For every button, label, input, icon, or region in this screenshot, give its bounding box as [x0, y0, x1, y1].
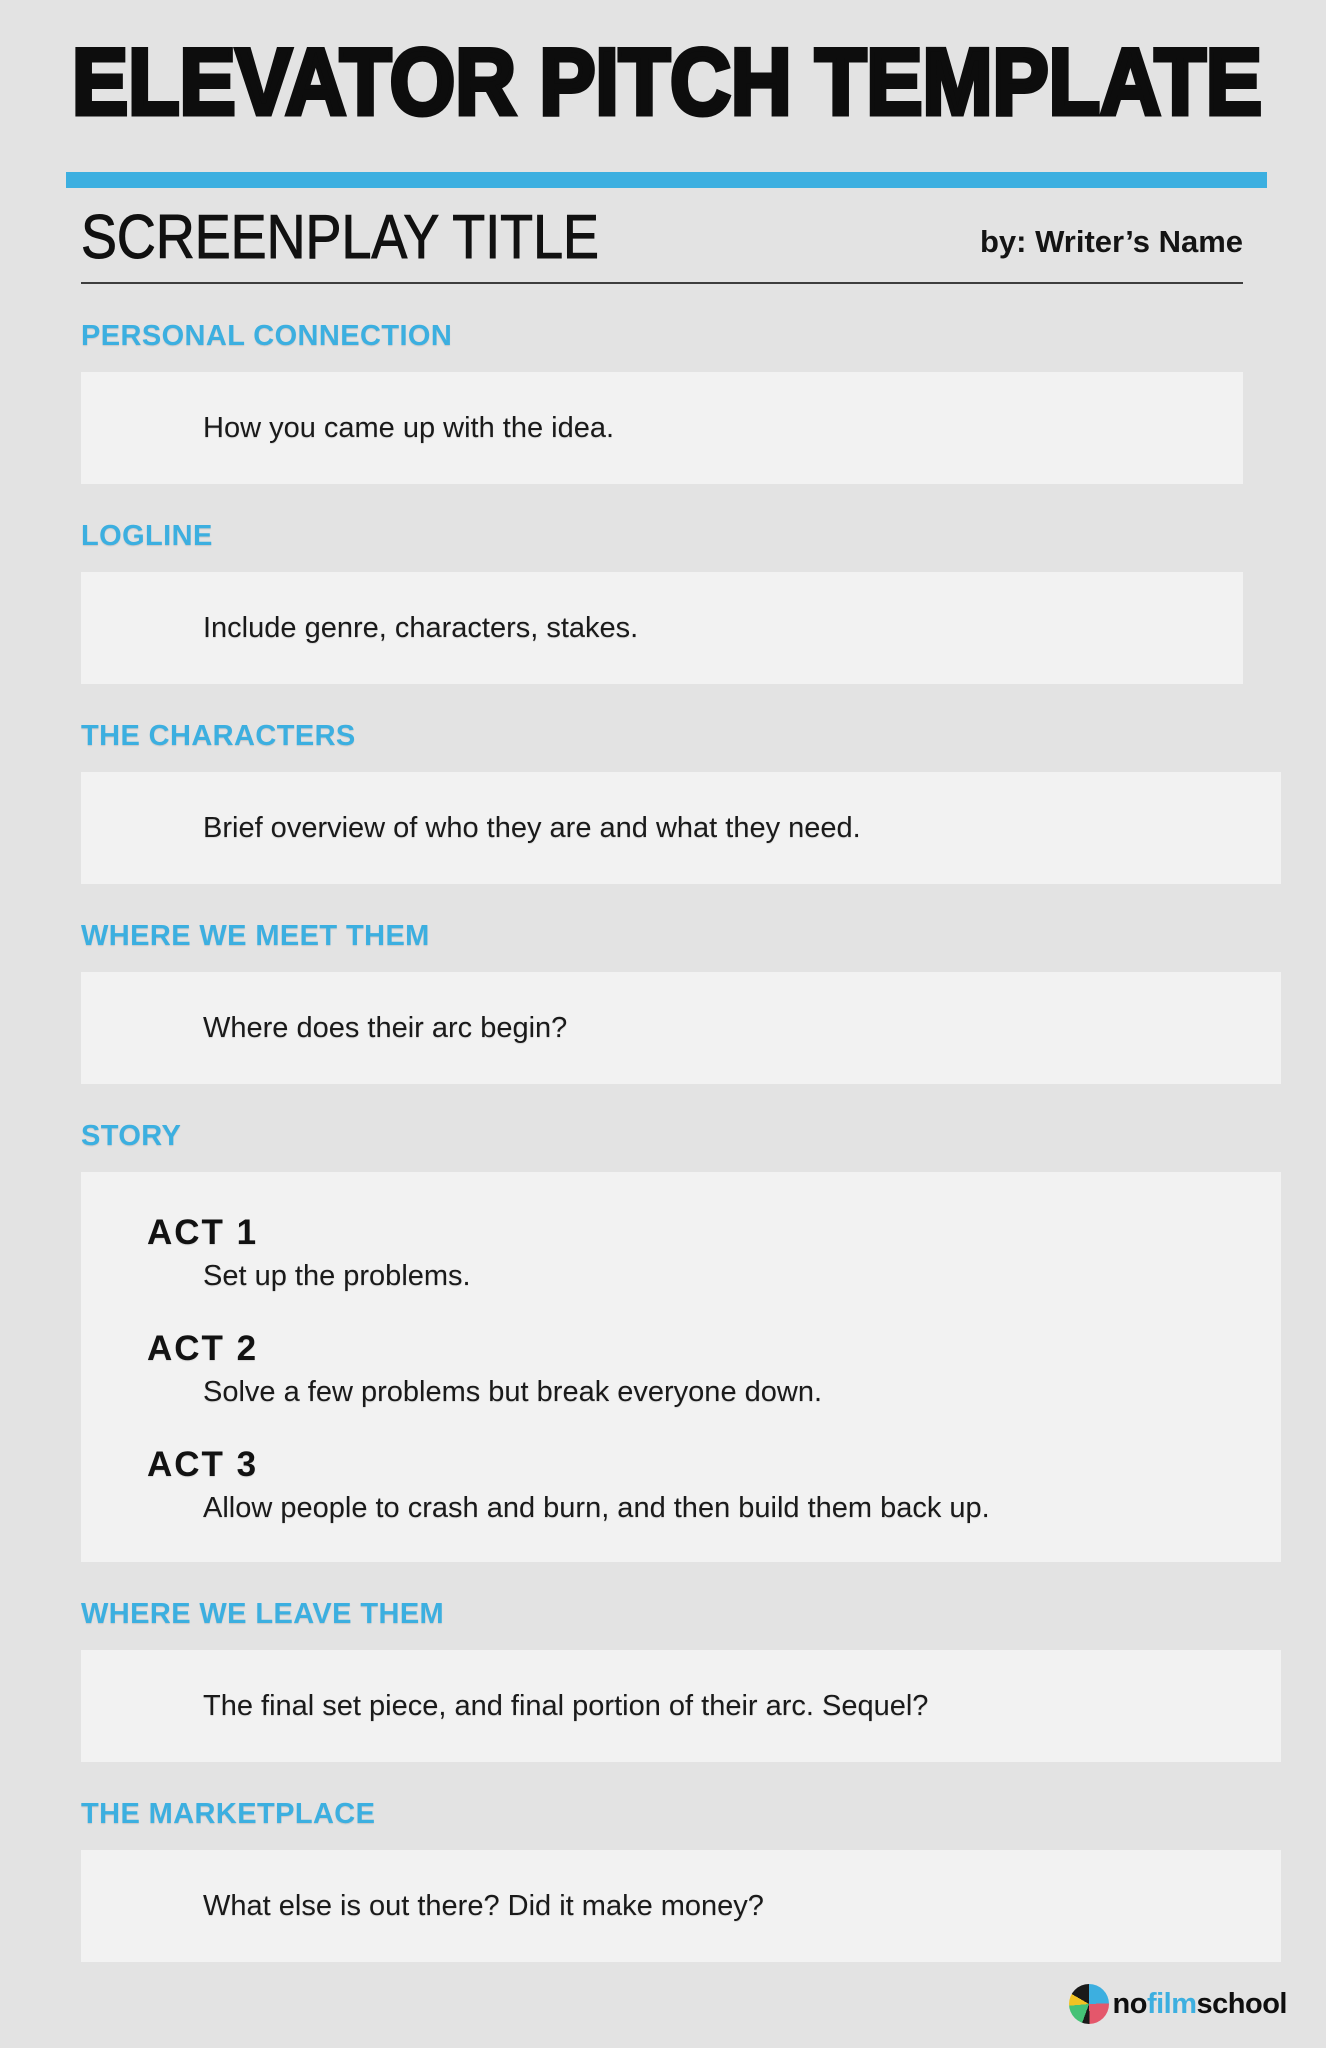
- hint-box-personal-connection: [81, 372, 1243, 484]
- hint-text: The final set piece, and final portion of their arc. Sequel?: [203, 1689, 929, 1722]
- act-1-group: [81, 1212, 1281, 1294]
- hint-box-logline: [81, 572, 1243, 684]
- screenplay-title-text: SCREENPLAY TITLE: [81, 203, 599, 272]
- section-logline: [81, 521, 1243, 684]
- page-title: [72, 29, 1262, 134]
- nofilmschool-logo: [1113, 1988, 1287, 2021]
- logo-part-film: film: [1146, 1987, 1197, 2020]
- hint-box-the-marketplace: [81, 1850, 1281, 1962]
- story-box: [81, 1172, 1281, 1562]
- page-title-text: ELEVATOR PITCH TEMPLATE: [72, 29, 1262, 134]
- section-label: WHERE WE MEET THEM: [81, 920, 430, 952]
- section-label: THE MARKETPLACE: [81, 1798, 376, 1830]
- act-hint: Solve a few problems but break everyone down.: [203, 1376, 823, 1408]
- act-hint: Allow people to crash and burn, and then build them back up.: [203, 1492, 990, 1524]
- accent-bar: [66, 172, 1267, 188]
- section-where-we-meet-them: [81, 921, 1243, 1084]
- section-label: PERSONAL CONNECTION: [81, 320, 453, 352]
- act-hint: Set up the problems.: [203, 1260, 471, 1292]
- act-3-group: [81, 1444, 1281, 1526]
- act-name: ACT 1: [147, 1213, 259, 1252]
- act-name: ACT 2: [147, 1329, 259, 1368]
- writer-byline: by: Writer’s Name: [979, 224, 1243, 259]
- hint-text: Where does their arc begin?: [203, 1011, 568, 1044]
- screenplay-title-row: [81, 203, 1243, 272]
- hint-box-where-we-leave-them: [81, 1650, 1281, 1762]
- header-divider: [81, 282, 1243, 284]
- section-label: THE CHARACTERS: [81, 720, 356, 752]
- act-2-group: [81, 1328, 1281, 1410]
- section-personal-connection: [81, 321, 1243, 484]
- hint-text: Brief overview of who they are and what they need.: [203, 811, 861, 844]
- section-where-we-leave-them: [81, 1599, 1243, 1762]
- section-the-characters: [81, 721, 1243, 884]
- section-story: [81, 1121, 1243, 1562]
- act-name: ACT 3: [147, 1445, 259, 1484]
- hint-box-the-characters: [81, 772, 1281, 884]
- hint-box-where-we-meet-them: [81, 972, 1281, 1084]
- screenplay-title: [81, 203, 601, 272]
- section-label: STORY: [81, 1120, 182, 1152]
- logo-part-school: school: [1196, 1987, 1287, 2020]
- footer: [81, 1984, 1287, 2024]
- logo-part-no: no: [1112, 1987, 1147, 2020]
- hint-text: How you came up with the idea.: [203, 411, 615, 444]
- nofilmschool-color-wheel-icon: [1069, 1984, 1109, 2024]
- hint-text: Include genre, characters, stakes.: [203, 611, 639, 644]
- section-label: LOGLINE: [81, 520, 213, 552]
- hint-text: What else is out there? Did it make money?: [203, 1889, 764, 1922]
- section-label: WHERE WE LEAVE THEM: [81, 1598, 445, 1630]
- section-the-marketplace: [81, 1799, 1243, 1962]
